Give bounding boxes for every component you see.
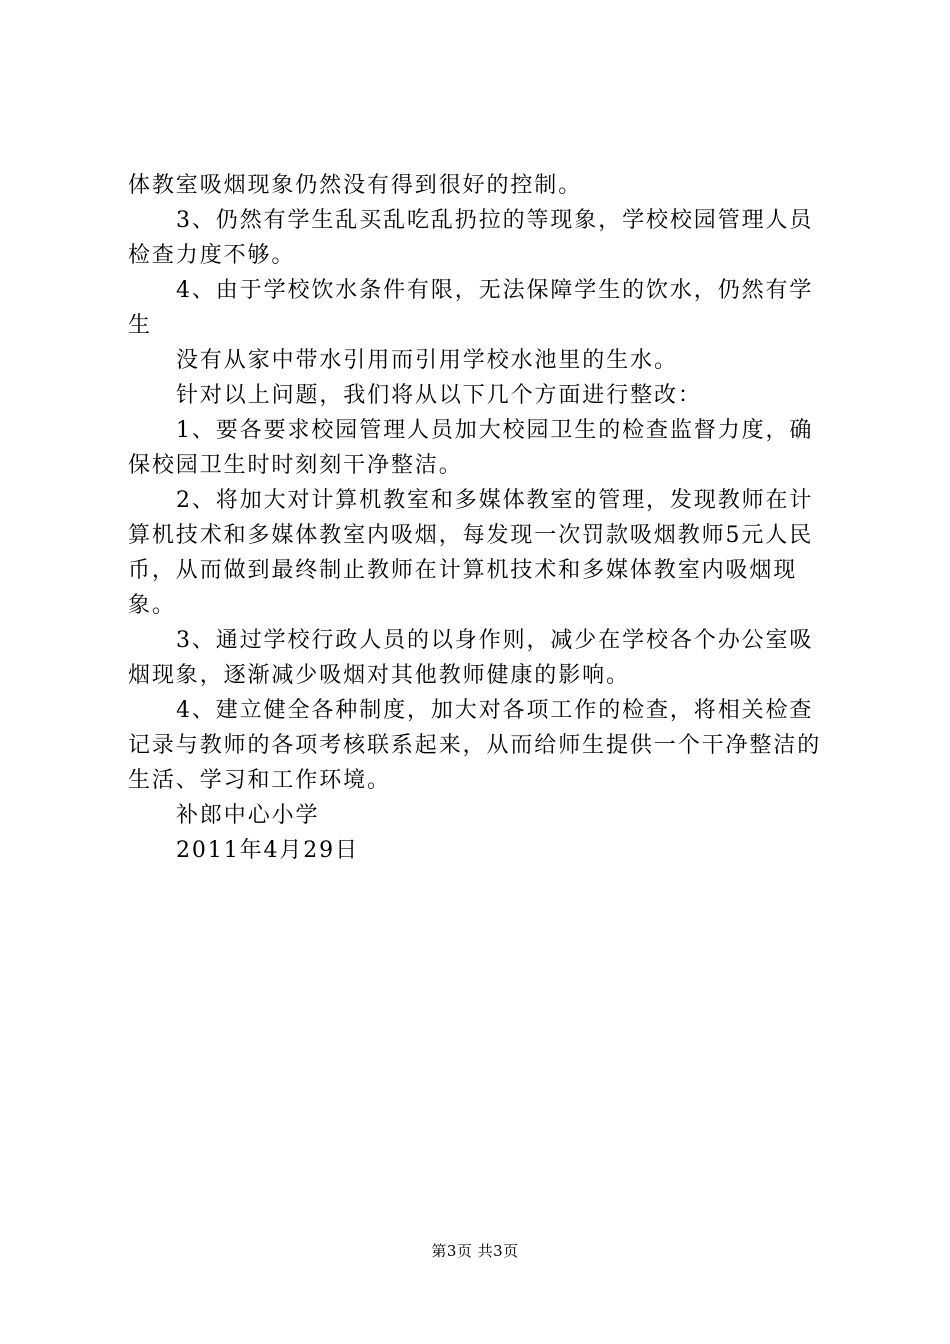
signature-school-name: 补郎中心小学 <box>176 803 320 828</box>
paragraph-measure-3: 3、通过学校行政人员的以身作则，减少在学校各个办公室吸烟现象，逐渐减少吸烟对其他教师健康的影响。 <box>128 628 814 688</box>
paragraph-measure-4: 4、建立健全各种制度，加大对各项工作的检查，将相关检查记录与教师的各项考核联系起来，从而给师生提供一个干净整洁的生活、学习和工作环境。 <box>128 698 822 793</box>
document-body <box>128 168 832 868</box>
paragraph-measure-1: 1、要各要求校园管理人员加大校园卫生的检查监督力度，确保校园卫生时时刻刻干净整洁。 <box>128 418 814 478</box>
page-number-footer: 第3页 共3页 <box>431 1242 519 1260</box>
paragraph-measure-2: 2、将加大对计算机教室和多媒体教室的管理，发现教师在计算机技术和多媒体教室内吸烟，每发现一次罚款吸烟教师5元人民币，从而做到最终制止教师在计算机技术和多媒体教室内吸烟现象。 <box>128 488 814 618</box>
paragraph-continuation: 体教室吸烟现象仍然没有得到很好的控制。 <box>128 173 583 198</box>
paragraph-issue-3: 3、仍然有学生乱买乱吃乱扔拉的等现象，学校校园管理人员检查力度不够。 <box>128 208 814 268</box>
paragraph-issue-4-continued: 没有从家中带水引用而引用学校水池里的生水。 <box>176 348 678 373</box>
signature-date: 2011年4月29日 <box>176 838 359 863</box>
paragraph-rectification-intro: 针对以上问题，我们将从以下几个方面进行整改： <box>176 383 702 408</box>
paragraph-issue-4: 4、由于学校饮水条件有限，无法保障学生的饮水，仍然有学生 <box>128 278 814 338</box>
